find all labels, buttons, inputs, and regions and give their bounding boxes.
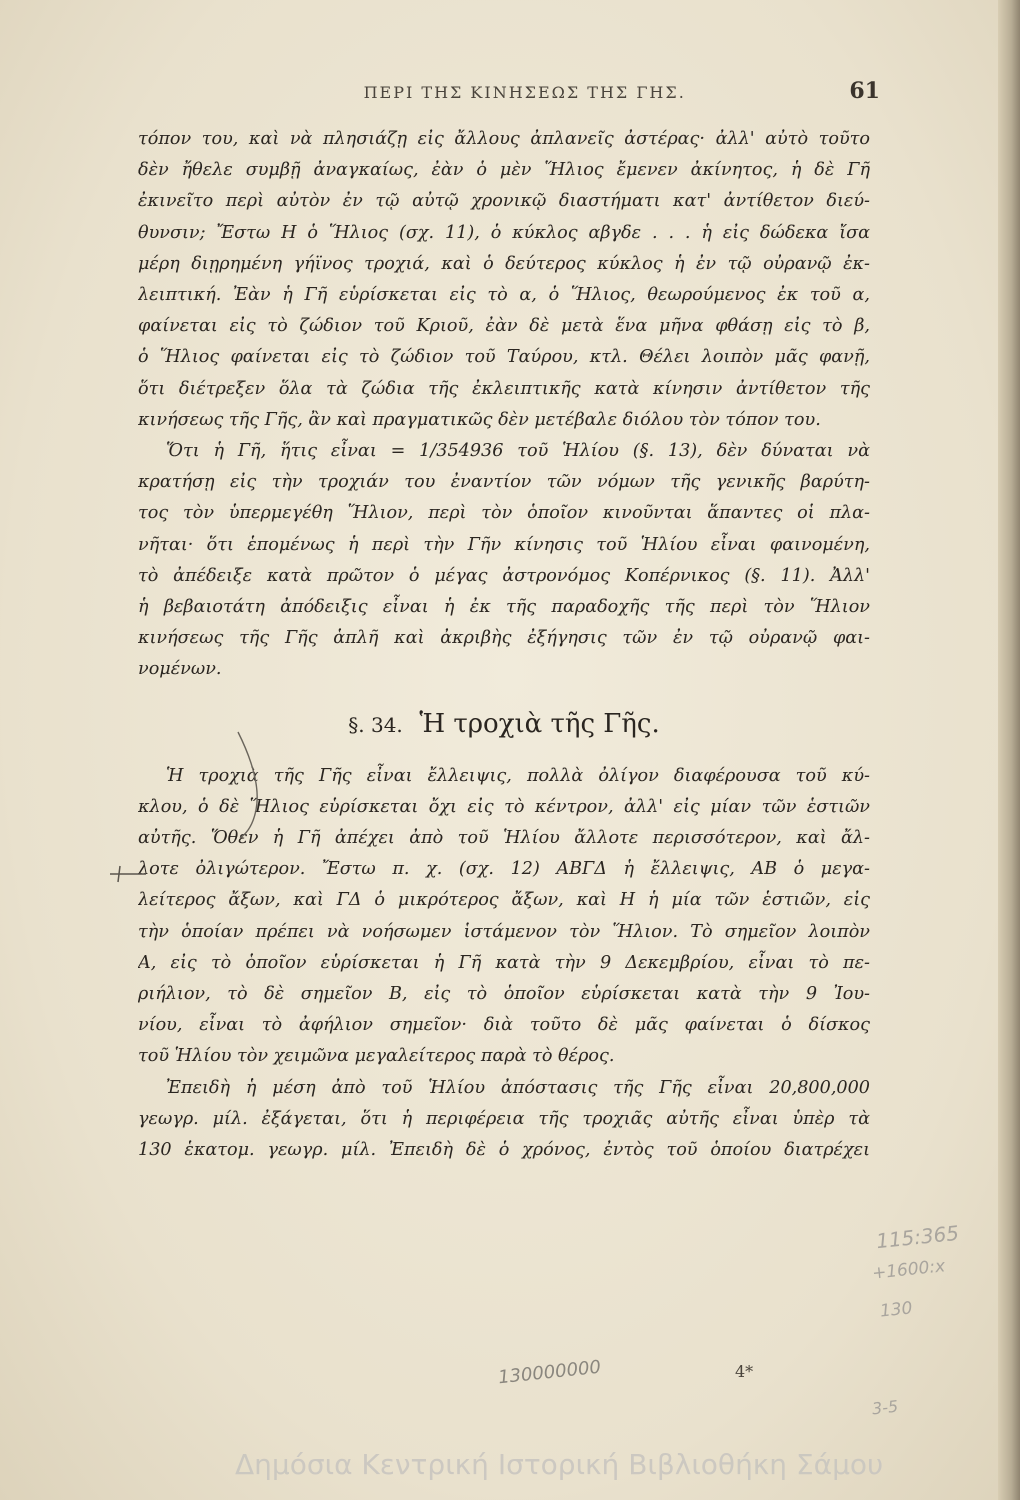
text-line: λειπτική. Ἐὰν ἡ Γῆ εὑρίσκεται εἰς τὸ α, ὁ Ἥλιος, θεωρούμενος ἐκ τοῦ α,	[138, 285, 870, 306]
text-line: νίου, εἶναι τὸ ἀφήλιον σημεῖον· διὰ τοῦτο δὲ μᾶς φαίνεται ὁ δίσκος	[138, 1015, 870, 1036]
text-line: ὅτι διέτρεξεν ὅλα τὰ ζώδια τῆς ἐκλειπτικῆς κατὰ κίνησιν ἀντίθετον τῆς	[138, 378, 870, 399]
library-watermark: Δημόσια Κεντρική Ιστορική Βιβλιοθήκη Σάμου	[235, 1448, 884, 1481]
page-edge	[998, 0, 1020, 1500]
paragraph-4	[138, 1073, 870, 1167]
text-line: κρατήσῃ εἰς τὴν τροχιάν του ἐναντίον τῶν νόμων τῆς γενικῆς βαρύτη-	[138, 472, 870, 493]
text-line: νομένων.	[138, 659, 222, 680]
paragraph-2	[138, 436, 870, 686]
handwritten-note: 3-5	[871, 1396, 900, 1419]
text-line: Ἡ τροχιὰ τῆς Γῆς εἶναι ἔλλειψις, πολλὰ ὀλίγον διαφέρουσα τοῦ κύ-	[166, 765, 870, 786]
text-line: τόπον του, καὶ νὰ πλησιάζῃ εἰς ἄλλους ἀπλανεῖς ἀστέρας· ἀλλ' αὐτὸ τοῦτο	[138, 129, 870, 149]
text-line: αὐτῆς. Ὅθεν ἡ Γῆ ἀπέχει ἀπὸ τοῦ Ἡλίου ἄλλοτε περισσότερον, καὶ ἄλ-	[138, 828, 870, 849]
handwritten-note: 130000000	[497, 1356, 602, 1389]
text-line: 130 ἑκατομ. γεωγρ. μίλ. Ἐπειδὴ δὲ ὁ χρόνος, ἐντὸς τοῦ ὁποίου διατρέχει	[138, 1140, 870, 1161]
text-line: τὸ ἀπέδειξε κατὰ πρῶτον ὁ μέγας ἀστρονόμος Κοπέρνικος (§. 11). Ἀλλ'	[138, 565, 870, 586]
pencil-bracket-mark	[232, 730, 272, 840]
text-line: ὁ Ἥλιος φαίνεται εἰς τὸ ζώδιον τοῦ Ταύρου, κτλ. Θέλει λοιπὸν μᾶς φανῇ,	[138, 347, 870, 368]
page-body	[138, 124, 870, 1166]
text-line: κλου, ὁ δὲ Ἥλιος εὑρίσκεται ὄχι εἰς τὸ κέντρον, ἀλλ' εἰς μίαν τῶν ἑστιῶν	[138, 796, 870, 817]
handwritten-note: 115:365	[874, 1220, 961, 1254]
text-line: γεωγρ. μίλ. ἐξάγεται, ὅτι ἡ περιφέρεια τῆς τροχιᾶς αὐτῆς εἶναι ὑπὲρ τὰ	[138, 1108, 870, 1129]
text-line: μέρη διῃρημένη γήϊνος τροχιά, καὶ ὁ δεύτερος κύκλος ἡ ἐν τῷ οὐρανῷ ἐκ-	[138, 253, 870, 274]
text-line: τος τὸν ὑπερμεγέθη Ἥλιον, περὶ τὸν ὁποῖον κινοῦνται ἅπαντες οἱ πλα-	[138, 503, 870, 524]
running-header	[140, 78, 880, 104]
text-line: ἐκινεῖτο περὶ αὐτὸν ἐν τῷ αὐτῷ χρονικῷ διαστήματι κατ' ἀντίθετον διεύ-	[138, 191, 870, 212]
paragraph-1	[138, 124, 870, 436]
text-line: τὴν ὁποίαν πρέπει νὰ νοήσωμεν ἱστάμενον τὸν Ἥλιον. Τὸ σημεῖον λοιπὸν	[138, 921, 870, 942]
text-line: ἡ βεβαιοτάτη ἀπόδειξις εἶναι ἡ ἐκ τῆς παραδοχῆς τῆς περὶ τὸν Ἥλιον	[138, 597, 870, 618]
text-line: ριήλιον, τὸ δὲ σημεῖον Β, εἰς τὸ ὁποῖον εὑρίσκεται κατὰ τὴν 9 Ἰου-	[138, 984, 870, 1005]
pencil-margin-mark	[108, 862, 148, 886]
text-line: Ἐπειδὴ ἡ μέση ἀπὸ τοῦ Ἡλίου ἀπόστασις τῆς Γῆς εἶναι 20,800,000	[166, 1077, 870, 1098]
header-title: ΠΕΡΙ ΤΗΣ ΚΙΝΗΣΕΩΣ ΤΗΣ ΓΗΣ.	[363, 83, 686, 102]
page-number: 61	[849, 78, 880, 104]
text-line: κινήσεως τῆς Γῆς, ἂν καὶ πραγματικῶς δὲν μετέβαλε διόλου τὸν τόπον του.	[138, 409, 821, 430]
text-line: λείτερος ἄξων, καὶ ΓΔ ὁ μικρότερος ἄξων, καὶ Η ἡ μία τῶν ἑστιῶν, εἰς	[138, 890, 870, 911]
text-line: τοῦ Ἡλίου τὸν χειμῶνα μεγαλείτερος παρὰ τὸ θέρος.	[138, 1046, 615, 1067]
text-line: θυνσιν; Ἔστω Η ὁ Ἥλιος (σχ. 11), ὁ κύκλος αβγδε . . . ἡ εἰς δώδεκα ἴσα	[138, 222, 870, 243]
text-line: δὲν ἤθελε συμβῇ ἀναγκαίως, ἐὰν ὁ μὲν Ἥλιος ἔμενεν ἀκίνητος, ἡ δὲ Γῆ	[138, 160, 870, 181]
text-line: λοτε ὀλιγώτερον. Ἔστω π. χ. (σχ. 12) ΑΒΓΔ ἡ ἔλλειψις, ΑΒ ὁ μεγα-	[138, 859, 870, 880]
signature-mark: 4*	[735, 1362, 754, 1381]
text-line: Α, εἰς τὸ ὁποῖον εὑρίσκεται ἡ Γῆ κατὰ τὴν 9 Δεκεμβρίου, εἶναι τὸ πε-	[138, 952, 870, 973]
section-number: §. 34.	[348, 712, 403, 737]
text-line: Ὅτι ἡ Γῆ, ἥτις εἶναι = 1/354936 τοῦ Ἡλίου (§. 13), δὲν δύναται νὰ	[166, 441, 870, 462]
handwritten-note: 130	[879, 1298, 914, 1322]
text-line: κινήσεως τῆς Γῆς ἁπλῆ καὶ ἀκριβὴς ἐξήγησις τῶν ἐν τῷ οὐρανῷ φαι-	[138, 628, 870, 649]
text-line: νῆται· ὅτι ἑπομένως ἡ περὶ τὴν Γῆν κίνησις τοῦ Ἡλίου εἶναι φαινομένη,	[138, 534, 870, 555]
text-line: φαίνεται εἰς τὸ ζώδιον τοῦ Κριοῦ, ἐὰν δὲ μετὰ ἕνα μῆνα φθάσῃ εἰς τὸ β,	[138, 316, 870, 337]
section-title: Ἡ τροχιὰ τῆς Γῆς.	[419, 708, 660, 739]
handwritten-note: +1600:x	[871, 1256, 947, 1284]
